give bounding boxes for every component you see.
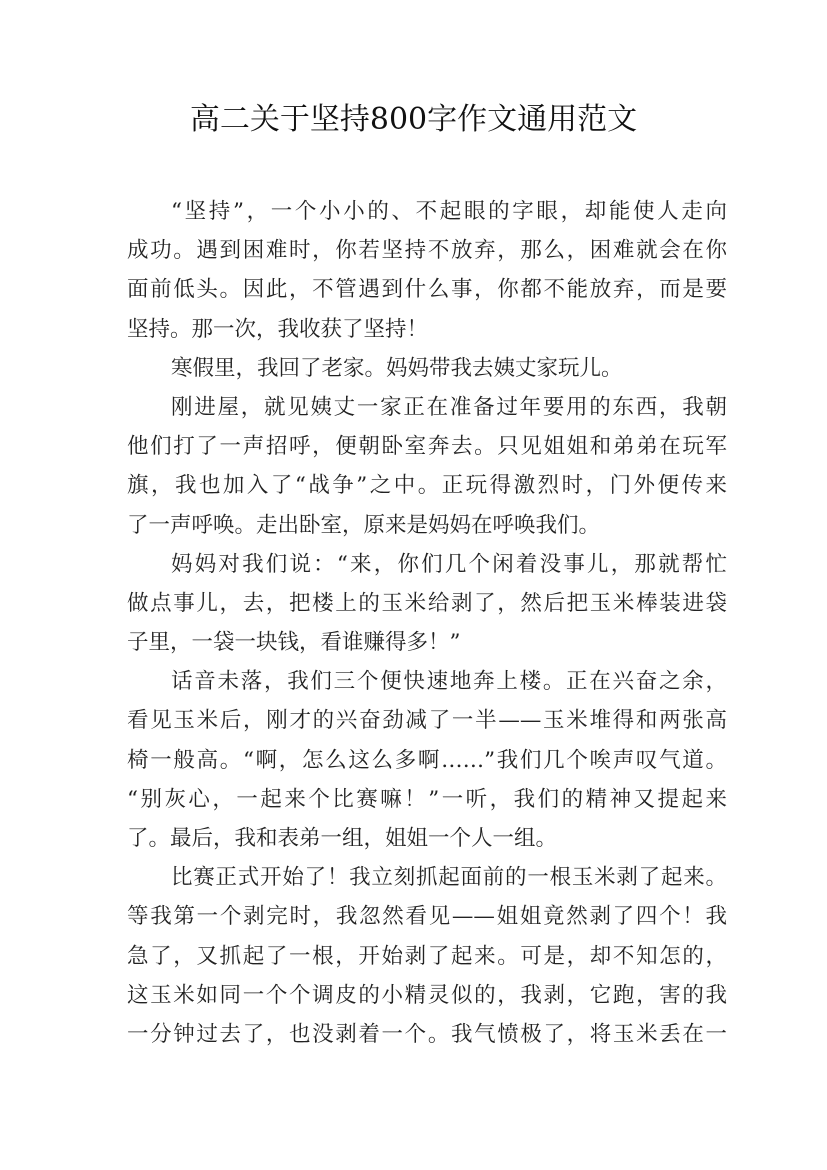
text-line: 做点事儿，去，把楼上的玉米给剥了，然后把玉米棒装进袋 [127,590,727,616]
document-body [127,192,727,1054]
text-line: 一分钟过去了，也没剥着一个。我气愤极了，将玉米丢在一 [127,1021,727,1047]
text-line: 话音未落，我们三个便快速地奔上楼。正在兴奋之余， [171,669,727,695]
text-line: 成功。遇到困难时，你若坚持不放弃，那么，困难就会在你 [127,238,727,264]
text-line: 了。最后，我和表弟一组，姐姐一个人一组。 [127,826,558,851]
text-line: “别灰心，一起来个比赛嘛！”一听，我们的精神又提起来 [127,786,727,812]
text-line: 比赛正式开始了！我立刻抓起面前的一根玉米剥了起来。 [171,865,727,891]
text-line: 面前低头。因此，不管遇到什么事，你都不能放弃，而是要 [127,277,727,303]
text-line: “坚持”，一个小小的、不起眼的字眼，却能使人走向 [171,199,727,224]
text-line: 刚进屋，就见姨丈一家正在准备过年要用的东西，我朝 [171,394,727,420]
text-line: 坚持。那一次，我收获了坚持！ [127,316,429,342]
text-line: 了一声呼唤。走出卧室，原来是妈妈在呼唤我们。 [127,512,601,538]
text-line: 看见玉米后，刚才的兴奋劲减了一半——玉米堆得和两张高 [127,708,727,734]
text-line: 等我第一个剥完时，我忽然看见——姐姐竟然剥了四个！我 [127,904,727,930]
text-line: 子里，一袋一块钱，看谁赚得多！” [127,630,461,656]
text-line: 这玉米如同一个个调皮的小精灵似的，我剥，它跑，害的我 [127,982,727,1008]
text-line: 妈妈对我们说：“来，你们几个闲着没事儿，那就帮忙 [171,551,727,577]
text-line: 急了，又抓起了一根，开始剥了起来。可是，却不知怎的， [127,943,727,969]
text-line: 旗，我也加入了“战争”之中。正玩得激烈时，门外便传来 [127,473,727,499]
text-line: 椅一般高。“啊，怎么这么多啊……”我们几个唉声叹气道。 [127,747,727,773]
text-line: 他们打了一声招呼，便朝卧室奔去。只见姐姐和弟弟在玩军 [127,434,727,460]
text-line: 寒假里，我回了老家。妈妈带我去姨丈家玩儿。 [171,355,623,381]
document-title: 高二关于坚持800字作文通用范文 [189,102,638,137]
